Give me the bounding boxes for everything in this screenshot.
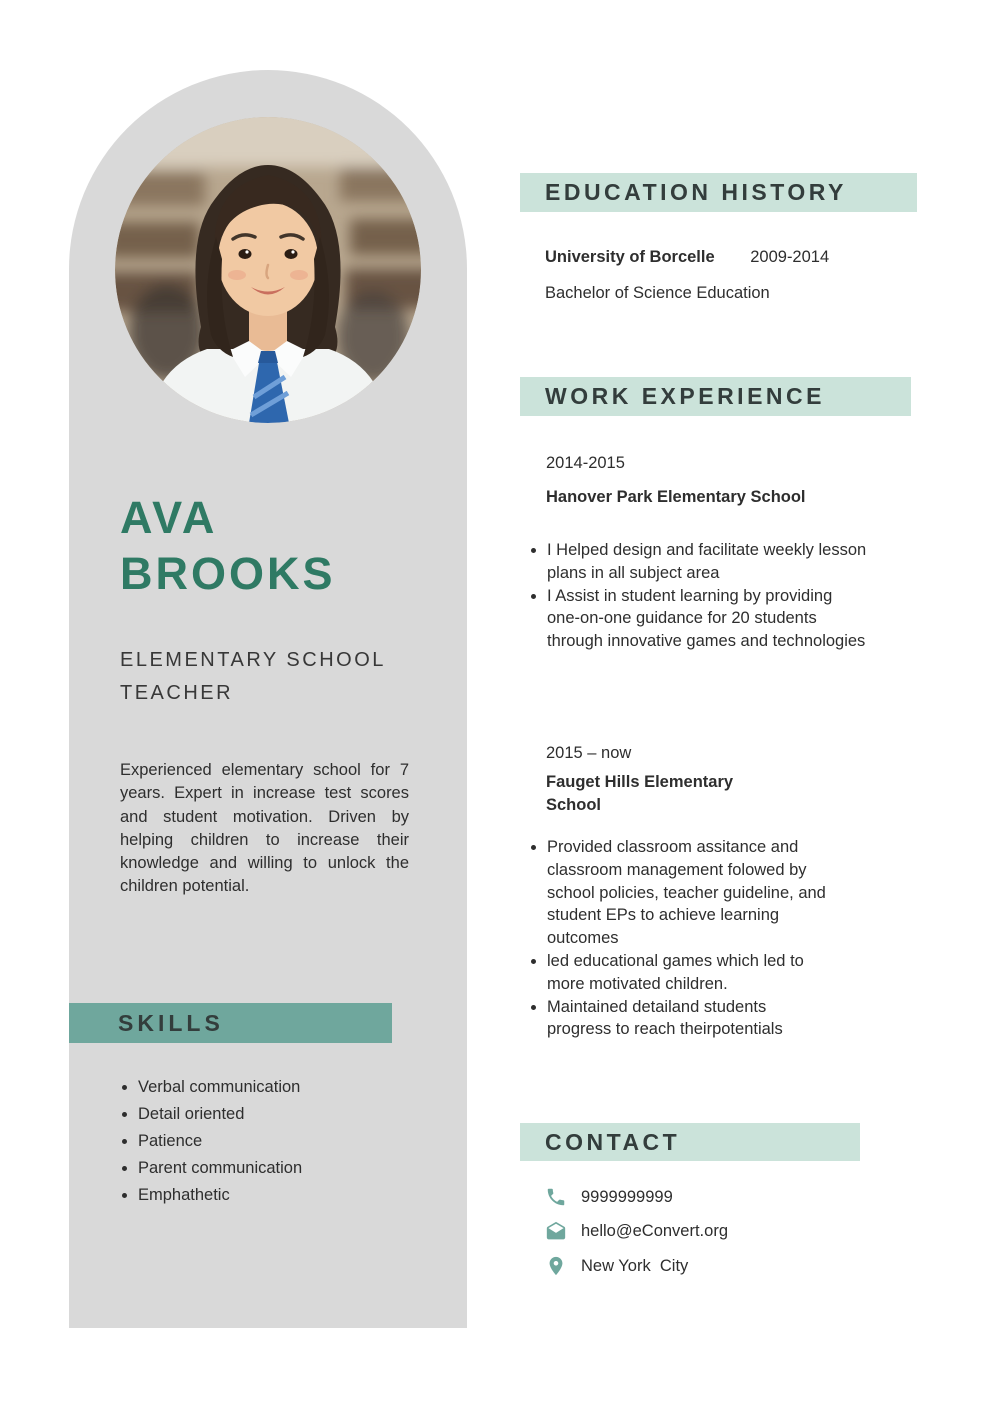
skills-list	[120, 1076, 420, 1211]
education-entry	[545, 248, 829, 267]
skill-item: • Detail oriented	[138, 1103, 420, 1126]
phone-icon	[545, 1186, 567, 1208]
education-header-bar	[520, 173, 917, 212]
candidate-title: ELEMENTARY SCHOOL TEACHER	[120, 649, 386, 704]
contact-location: New York City	[581, 1256, 689, 1275]
candidate-name	[120, 490, 336, 602]
contact-list	[545, 1180, 728, 1284]
bio-paragraph: Experienced elementary school for 7 years. Expert in increase test scores and student motivation. Driven by helping children to increase their knowledge and willing to unlock the children potential.	[120, 761, 409, 896]
skill-item: • Patience	[138, 1130, 420, 1153]
job2-employer: Fauget Hills Elementary School	[546, 773, 734, 814]
profile-photo	[115, 117, 421, 423]
contact-phone: 9999999999	[581, 1187, 673, 1206]
job1-bullet-list	[529, 539, 869, 653]
job1-years: 2014-2015	[546, 454, 625, 472]
work-header-bar	[520, 377, 911, 416]
portrait-illustration	[115, 117, 421, 423]
contact-phone-row	[545, 1180, 728, 1215]
job2-years: 2015 – now	[546, 744, 632, 762]
education-school: University of Borcelle	[545, 248, 715, 266]
sidebar-arch	[69, 70, 467, 1328]
skills-header: SKILLS	[118, 1010, 224, 1036]
skill-item: • Parent communication	[138, 1157, 420, 1180]
skill-item: • Emphathetic	[138, 1184, 420, 1207]
skill-item: • Verbal communication	[138, 1076, 420, 1099]
job2-bullet-list	[529, 836, 834, 1041]
email-icon	[545, 1221, 567, 1243]
contact-email-row	[545, 1215, 728, 1250]
bullet-item: • Maintained detailand students progress to reach theirpotentials	[547, 996, 834, 1042]
skills-header-bar	[69, 1003, 392, 1043]
education-header: EDUCATION HISTORY	[545, 179, 847, 205]
education-years: 2009-2014	[750, 248, 830, 266]
contact-email: hello@eConvert.org	[581, 1222, 728, 1241]
job1-employer: Hanover Park Elementary School	[546, 488, 806, 506]
contact-header-bar	[520, 1123, 860, 1161]
bullet-item: • Provided classroom assitance and classroom management folowed by school policies, teacher guideline, and student EPs to achieve learning outcomes	[547, 836, 834, 950]
name-line-2: BROOKS	[120, 548, 336, 599]
location-pin-icon	[545, 1255, 567, 1277]
bullet-item: • I Helped design and facilitate weekly lesson plans in all subject area	[547, 539, 869, 585]
bullet-item: • led educational games which led to more motivated children.	[547, 950, 834, 996]
work-header: WORK EXPERIENCE	[545, 383, 825, 409]
education-degree: Bachelor of Science Education	[545, 284, 770, 302]
bullet-item: • I Assist in student learning by providing one-on-one guidance for 20 students through innovative games and technologies	[547, 585, 869, 653]
contact-header: CONTACT	[545, 1129, 681, 1155]
name-line-1: AVA	[120, 492, 218, 543]
contact-location-row	[545, 1249, 728, 1284]
